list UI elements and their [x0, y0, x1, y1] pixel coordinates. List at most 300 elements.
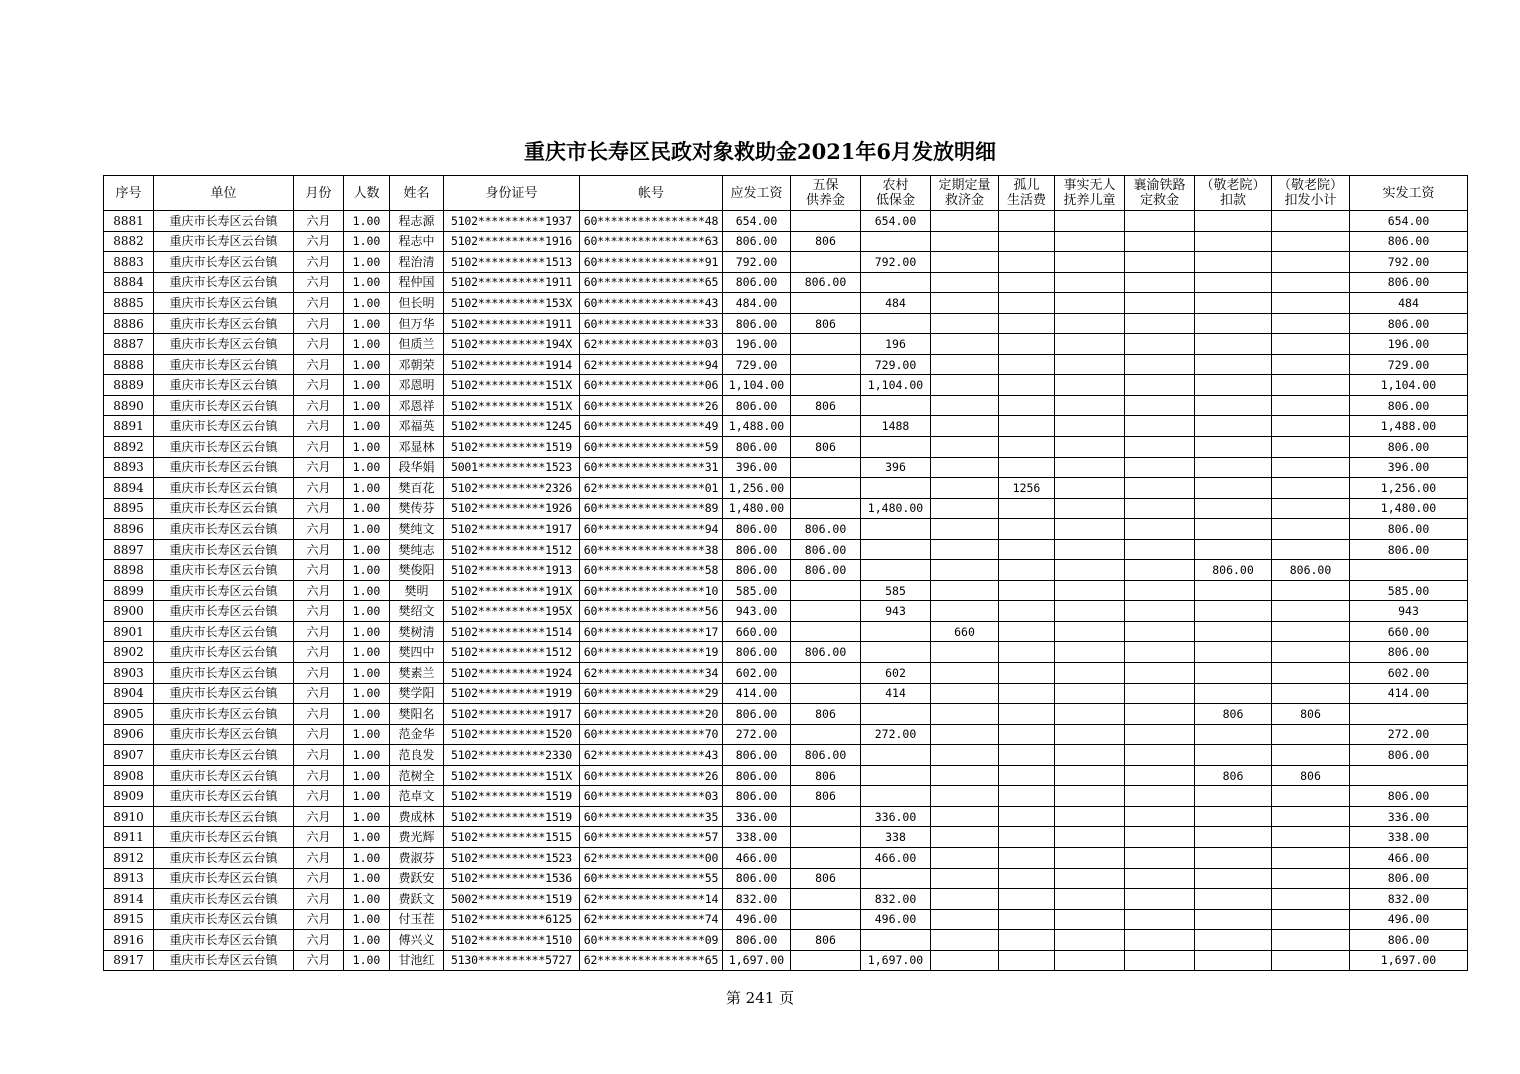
cell-rural-subsistence: 1,697.00: [861, 950, 931, 971]
cell-fixed-relief: [931, 560, 999, 581]
cell-de-facto-unsupported-child: [1055, 745, 1125, 766]
cell-orphan-living: [999, 868, 1055, 889]
cell-payable: 806.00: [723, 395, 791, 416]
cell-orphan-living: [999, 765, 1055, 786]
cell-actual-pay: 396.00: [1350, 457, 1468, 478]
cell-unit: 重庆市长寿区云台镇: [154, 704, 294, 725]
header-col-unit: 单位: [154, 176, 294, 211]
cell-orphan-living: [999, 580, 1055, 601]
cell-nursing-home-deduction: 806: [1195, 704, 1272, 725]
cell-rural-subsistence: 272.00: [861, 724, 931, 745]
cell-payable: 806.00: [723, 231, 791, 252]
cell-orphan-living: [999, 354, 1055, 375]
cell-count: 1.00: [344, 293, 390, 314]
cell-orphan-living: [999, 663, 1055, 684]
cell-id-number: 5102**********1917: [444, 704, 580, 725]
cell-nursing-home-deduction: [1195, 539, 1272, 560]
cell-fixed-relief: [931, 580, 999, 601]
header-col-five-guarantee: 五保 供养金: [791, 176, 861, 211]
table-row: [104, 293, 1468, 314]
cell-five-guarantee: [791, 416, 861, 437]
table-row: [104, 765, 1468, 786]
page-title: 重庆市长寿区民政对象救助金2021年6月发放明细: [523, 139, 997, 164]
cell-month: 六月: [294, 745, 344, 766]
cell-nursing-home-withheld-subtotal: [1272, 868, 1350, 889]
cell-count: 1.00: [344, 580, 390, 601]
cell-id-number: 5130**********5727: [444, 950, 580, 971]
cell-serial: 8905: [104, 704, 154, 725]
cell-de-facto-unsupported-child: [1055, 724, 1125, 745]
cell-xiangyu-railway: [1125, 786, 1195, 807]
cell-nursing-home-deduction: 806.00: [1195, 560, 1272, 581]
cell-nursing-home-withheld-subtotal: [1272, 437, 1350, 458]
cell-id-number: 5102**********1926: [444, 498, 580, 519]
cell-rural-subsistence: 1488: [861, 416, 931, 437]
cell-xiangyu-railway: [1125, 704, 1195, 725]
cell-payable: 196.00: [723, 334, 791, 355]
cell-count: 1.00: [344, 786, 390, 807]
cell-nursing-home-withheld-subtotal: [1272, 950, 1350, 971]
cell-payable: 1,488.00: [723, 416, 791, 437]
cell-name: 樊传芬: [390, 498, 444, 519]
cell-rural-subsistence: 654.00: [861, 211, 931, 232]
table-row: [104, 498, 1468, 519]
header-col-actual-pay: 实发工资: [1350, 176, 1468, 211]
cell-count: 1.00: [344, 806, 390, 827]
cell-name: 范树全: [390, 765, 444, 786]
cell-serial: 8887: [104, 334, 154, 355]
cell-five-guarantee: [791, 806, 861, 827]
cell-unit: 重庆市长寿区云台镇: [154, 211, 294, 232]
cell-actual-pay: 466.00: [1350, 847, 1468, 868]
cell-xiangyu-railway: [1125, 395, 1195, 416]
table-row: [104, 847, 1468, 868]
cell-account: 60****************65: [580, 272, 723, 293]
cell-de-facto-unsupported-child: [1055, 231, 1125, 252]
cell-orphan-living: [999, 334, 1055, 355]
cell-xiangyu-railway: [1125, 293, 1195, 314]
cell-rural-subsistence: [861, 560, 931, 581]
cell-actual-pay: 660.00: [1350, 621, 1468, 642]
cell-xiangyu-railway: [1125, 724, 1195, 745]
cell-month: 六月: [294, 498, 344, 519]
cell-fixed-relief: [931, 416, 999, 437]
cell-xiangyu-railway: [1125, 375, 1195, 396]
cell-xiangyu-railway: [1125, 539, 1195, 560]
cell-payable: 466.00: [723, 847, 791, 868]
cell-xiangyu-railway: [1125, 519, 1195, 540]
cell-nursing-home-withheld-subtotal: [1272, 683, 1350, 704]
cell-xiangyu-railway: [1125, 601, 1195, 622]
cell-fixed-relief: [931, 457, 999, 478]
cell-nursing-home-withheld-subtotal: [1272, 375, 1350, 396]
cell-rural-subsistence: [861, 437, 931, 458]
cell-fixed-relief: [931, 334, 999, 355]
table-row: [104, 724, 1468, 745]
cell-payable: 1,697.00: [723, 950, 791, 971]
cell-unit: 重庆市长寿区云台镇: [154, 930, 294, 951]
cell-count: 1.00: [344, 868, 390, 889]
table-row: [104, 827, 1468, 848]
cell-count: 1.00: [344, 498, 390, 519]
cell-name: 邓福英: [390, 416, 444, 437]
cell-id-number: 5102**********2330: [444, 745, 580, 766]
cell-serial: 8883: [104, 252, 154, 273]
cell-account: 60****************31: [580, 457, 723, 478]
cell-five-guarantee: 806: [791, 704, 861, 725]
cell-actual-pay: [1350, 704, 1468, 725]
cell-month: 六月: [294, 580, 344, 601]
cell-actual-pay: 832.00: [1350, 889, 1468, 910]
table-row: [104, 868, 1468, 889]
cell-id-number: 5102**********151X: [444, 765, 580, 786]
cell-xiangyu-railway: [1125, 457, 1195, 478]
cell-account: 60****************57: [580, 827, 723, 848]
cell-count: 1.00: [344, 621, 390, 642]
cell-id-number: 5102**********1512: [444, 539, 580, 560]
cell-nursing-home-deduction: [1195, 950, 1272, 971]
cell-month: 六月: [294, 395, 344, 416]
cell-five-guarantee: 806.00: [791, 560, 861, 581]
cell-serial: 8910: [104, 806, 154, 827]
cell-nursing-home-deduction: [1195, 868, 1272, 889]
cell-payable: 729.00: [723, 354, 791, 375]
cell-actual-pay: 806.00: [1350, 272, 1468, 293]
cell-month: 六月: [294, 252, 344, 273]
cell-five-guarantee: 806.00: [791, 745, 861, 766]
cell-nursing-home-withheld-subtotal: [1272, 580, 1350, 601]
cell-serial: 8884: [104, 272, 154, 293]
cell-xiangyu-railway: [1125, 765, 1195, 786]
header-col-name: 姓名: [390, 176, 444, 211]
cell-nursing-home-deduction: [1195, 806, 1272, 827]
cell-fixed-relief: [931, 375, 999, 396]
table-row: [104, 313, 1468, 334]
cell-actual-pay: 1,256.00: [1350, 478, 1468, 499]
cell-rural-subsistence: 484: [861, 293, 931, 314]
cell-nursing-home-deduction: [1195, 889, 1272, 910]
cell-five-guarantee: [791, 889, 861, 910]
cell-id-number: 5102**********6125: [444, 909, 580, 930]
cell-count: 1.00: [344, 704, 390, 725]
cell-month: 六月: [294, 724, 344, 745]
cell-actual-pay: 414.00: [1350, 683, 1468, 704]
cell-five-guarantee: [791, 580, 861, 601]
cell-account: 60****************17: [580, 621, 723, 642]
cell-actual-pay: 943: [1350, 601, 1468, 622]
cell-nursing-home-withheld-subtotal: [1272, 313, 1350, 334]
cell-name: 樊阳名: [390, 704, 444, 725]
cell-nursing-home-withheld-subtotal: [1272, 930, 1350, 951]
cell-nursing-home-withheld-subtotal: [1272, 601, 1350, 622]
cell-de-facto-unsupported-child: [1055, 478, 1125, 499]
cell-fixed-relief: [931, 868, 999, 889]
cell-serial: 8882: [104, 231, 154, 252]
cell-fixed-relief: [931, 704, 999, 725]
cell-fixed-relief: [931, 231, 999, 252]
cell-orphan-living: [999, 252, 1055, 273]
cell-unit: 重庆市长寿区云台镇: [154, 498, 294, 519]
cell-rural-subsistence: 414: [861, 683, 931, 704]
cell-payable: 496.00: [723, 909, 791, 930]
cell-nursing-home-withheld-subtotal: [1272, 786, 1350, 807]
cell-month: 六月: [294, 539, 344, 560]
cell-account: 60****************09: [580, 930, 723, 951]
cell-month: 六月: [294, 642, 344, 663]
cell-rural-subsistence: [861, 642, 931, 663]
cell-rural-subsistence: [861, 539, 931, 560]
cell-xiangyu-railway: [1125, 683, 1195, 704]
cell-rural-subsistence: 1,104.00: [861, 375, 931, 396]
cell-nursing-home-deduction: [1195, 293, 1272, 314]
cell-count: 1.00: [344, 395, 390, 416]
cell-serial: 8917: [104, 950, 154, 971]
cell-count: 1.00: [344, 519, 390, 540]
cell-month: 六月: [294, 765, 344, 786]
table-row: [104, 478, 1468, 499]
cell-serial: 8893: [104, 457, 154, 478]
cell-account: 60****************56: [580, 601, 723, 622]
cell-actual-pay: 336.00: [1350, 806, 1468, 827]
cell-id-number: 5102**********1523: [444, 847, 580, 868]
cell-name: 但质兰: [390, 334, 444, 355]
cell-fixed-relief: [931, 642, 999, 663]
cell-fixed-relief: 660: [931, 621, 999, 642]
cell-fixed-relief: [931, 909, 999, 930]
cell-five-guarantee: [791, 950, 861, 971]
cell-month: 六月: [294, 683, 344, 704]
cell-id-number: 5102**********1536: [444, 868, 580, 889]
cell-payable: 336.00: [723, 806, 791, 827]
cell-nursing-home-deduction: [1195, 745, 1272, 766]
cell-fixed-relief: [931, 478, 999, 499]
cell-count: 1.00: [344, 889, 390, 910]
cell-count: 1.00: [344, 457, 390, 478]
cell-actual-pay: 729.00: [1350, 354, 1468, 375]
cell-id-number: 5002**********1519: [444, 889, 580, 910]
cell-five-guarantee: [791, 334, 861, 355]
cell-payable: 806.00: [723, 745, 791, 766]
cell-fixed-relief: [931, 930, 999, 951]
cell-count: 1.00: [344, 909, 390, 930]
cell-id-number: 5102**********2326: [444, 478, 580, 499]
cell-nursing-home-deduction: [1195, 478, 1272, 499]
cell-payable: 806.00: [723, 437, 791, 458]
cell-account: 62****************34: [580, 663, 723, 684]
cell-rural-subsistence: 832.00: [861, 889, 931, 910]
cell-count: 1.00: [344, 930, 390, 951]
cell-unit: 重庆市长寿区云台镇: [154, 375, 294, 396]
cell-name: 段华娟: [390, 457, 444, 478]
cell-account: 60****************26: [580, 395, 723, 416]
cell-account: 60****************49: [580, 416, 723, 437]
cell-xiangyu-railway: [1125, 663, 1195, 684]
cell-orphan-living: [999, 909, 1055, 930]
cell-actual-pay: 272.00: [1350, 724, 1468, 745]
cell-de-facto-unsupported-child: [1055, 806, 1125, 827]
cell-nursing-home-withheld-subtotal: 806.00: [1272, 560, 1350, 581]
cell-unit: 重庆市长寿区云台镇: [154, 724, 294, 745]
cell-month: 六月: [294, 519, 344, 540]
cell-payable: 602.00: [723, 663, 791, 684]
cell-month: 六月: [294, 272, 344, 293]
cell-fixed-relief: [931, 539, 999, 560]
cell-name: 樊树清: [390, 621, 444, 642]
cell-month: 六月: [294, 231, 344, 252]
cell-payable: 806.00: [723, 704, 791, 725]
cell-month: 六月: [294, 293, 344, 314]
cell-serial: 8900: [104, 601, 154, 622]
cell-serial: 8885: [104, 293, 154, 314]
cell-orphan-living: [999, 930, 1055, 951]
cell-month: 六月: [294, 334, 344, 355]
header-col-fixed-relief: 定期定量 救济金: [931, 176, 999, 211]
cell-account: 60****************59: [580, 437, 723, 458]
cell-rural-subsistence: 466.00: [861, 847, 931, 868]
cell-name: 樊纯志: [390, 539, 444, 560]
cell-five-guarantee: 806.00: [791, 539, 861, 560]
table-row: [104, 621, 1468, 642]
cell-id-number: 5102**********1937: [444, 211, 580, 232]
cell-orphan-living: [999, 416, 1055, 437]
cell-unit: 重庆市长寿区云台镇: [154, 252, 294, 273]
cell-count: 1.00: [344, 416, 390, 437]
cell-five-guarantee: 806.00: [791, 272, 861, 293]
cell-account: 62****************03: [580, 334, 723, 355]
cell-unit: 重庆市长寿区云台镇: [154, 827, 294, 848]
cell-payable: 806.00: [723, 786, 791, 807]
cell-de-facto-unsupported-child: [1055, 909, 1125, 930]
cell-five-guarantee: 806: [791, 437, 861, 458]
cell-id-number: 5102**********1512: [444, 642, 580, 663]
cell-id-number: 5102**********1914: [444, 354, 580, 375]
cell-fixed-relief: [931, 950, 999, 971]
table-row: [104, 395, 1468, 416]
cell-month: 六月: [294, 806, 344, 827]
cell-count: 1.00: [344, 683, 390, 704]
header-col-orphan-living: 孤儿 生活费: [999, 176, 1055, 211]
cell-account: 62****************65: [580, 950, 723, 971]
table-row: [104, 560, 1468, 581]
table-row: [104, 580, 1468, 601]
cell-de-facto-unsupported-child: [1055, 252, 1125, 273]
cell-month: 六月: [294, 560, 344, 581]
cell-xiangyu-railway: [1125, 231, 1195, 252]
cell-account: 60****************03: [580, 786, 723, 807]
cell-nursing-home-deduction: [1195, 375, 1272, 396]
cell-count: 1.00: [344, 211, 390, 232]
cell-xiangyu-railway: [1125, 211, 1195, 232]
cell-unit: 重庆市长寿区云台镇: [154, 334, 294, 355]
table-row: [104, 211, 1468, 232]
cell-serial: 8915: [104, 909, 154, 930]
cell-count: 1.00: [344, 745, 390, 766]
cell-de-facto-unsupported-child: [1055, 313, 1125, 334]
cell-serial: 8894: [104, 478, 154, 499]
table-row: [104, 950, 1468, 971]
table-row: [104, 375, 1468, 396]
cell-month: 六月: [294, 211, 344, 232]
cell-orphan-living: [999, 313, 1055, 334]
cell-unit: 重庆市长寿区云台镇: [154, 765, 294, 786]
cell-name: 樊俊阳: [390, 560, 444, 581]
cell-id-number: 5001**********1523: [444, 457, 580, 478]
table-row: [104, 806, 1468, 827]
cell-name: 但长明: [390, 293, 444, 314]
cell-nursing-home-deduction: [1195, 519, 1272, 540]
cell-de-facto-unsupported-child: [1055, 334, 1125, 355]
header-col-serial: 序号: [104, 176, 154, 211]
table-row: [104, 519, 1468, 540]
cell-payable: 414.00: [723, 683, 791, 704]
cell-nursing-home-withheld-subtotal: [1272, 478, 1350, 499]
cell-nursing-home-deduction: [1195, 827, 1272, 848]
table-row: [104, 663, 1468, 684]
cell-unit: 重庆市长寿区云台镇: [154, 539, 294, 560]
cell-actual-pay: 806.00: [1350, 437, 1468, 458]
cell-nursing-home-withheld-subtotal: [1272, 827, 1350, 848]
cell-orphan-living: [999, 889, 1055, 910]
cell-fixed-relief: [931, 765, 999, 786]
cell-five-guarantee: 806.00: [791, 642, 861, 663]
cell-rural-subsistence: 196: [861, 334, 931, 355]
cell-nursing-home-withheld-subtotal: [1272, 642, 1350, 663]
cell-name: 付玉茬: [390, 909, 444, 930]
table-row: [104, 252, 1468, 273]
cell-serial: 8901: [104, 621, 154, 642]
cell-unit: 重庆市长寿区云台镇: [154, 786, 294, 807]
cell-account: 60****************35: [580, 806, 723, 827]
cell-month: 六月: [294, 827, 344, 848]
cell-actual-pay: 806.00: [1350, 642, 1468, 663]
cell-account: 60****************20: [580, 704, 723, 725]
cell-xiangyu-railway: [1125, 498, 1195, 519]
cell-month: 六月: [294, 704, 344, 725]
header-col-rural-subsistence: 农村 低保金: [861, 176, 931, 211]
cell-five-guarantee: [791, 375, 861, 396]
cell-orphan-living: [999, 704, 1055, 725]
cell-payable: 943.00: [723, 601, 791, 622]
cell-unit: 重庆市长寿区云台镇: [154, 868, 294, 889]
cell-actual-pay: 806.00: [1350, 868, 1468, 889]
cell-xiangyu-railway: [1125, 889, 1195, 910]
cell-fixed-relief: [931, 724, 999, 745]
cell-unit: 重庆市长寿区云台镇: [154, 560, 294, 581]
cell-orphan-living: [999, 745, 1055, 766]
cell-actual-pay: 792.00: [1350, 252, 1468, 273]
cell-nursing-home-withheld-subtotal: 806: [1272, 704, 1350, 725]
cell-de-facto-unsupported-child: [1055, 560, 1125, 581]
table-row: [104, 930, 1468, 951]
cell-de-facto-unsupported-child: [1055, 847, 1125, 868]
cell-name: 范金华: [390, 724, 444, 745]
cell-unit: 重庆市长寿区云台镇: [154, 889, 294, 910]
cell-de-facto-unsupported-child: [1055, 930, 1125, 951]
header-col-de-facto-unsupported-child: 事实无人 抚养儿童: [1055, 176, 1125, 211]
cell-name: 程仲国: [390, 272, 444, 293]
cell-serial: 8889: [104, 375, 154, 396]
cell-xiangyu-railway: [1125, 806, 1195, 827]
cell-de-facto-unsupported-child: [1055, 601, 1125, 622]
cell-actual-pay: 1,104.00: [1350, 375, 1468, 396]
cell-count: 1.00: [344, 765, 390, 786]
cell-id-number: 5102**********1519: [444, 437, 580, 458]
cell-payable: 806.00: [723, 519, 791, 540]
cell-serial: 8902: [104, 642, 154, 663]
cell-serial: 8895: [104, 498, 154, 519]
cell-orphan-living: [999, 211, 1055, 232]
cell-nursing-home-withheld-subtotal: [1272, 334, 1350, 355]
